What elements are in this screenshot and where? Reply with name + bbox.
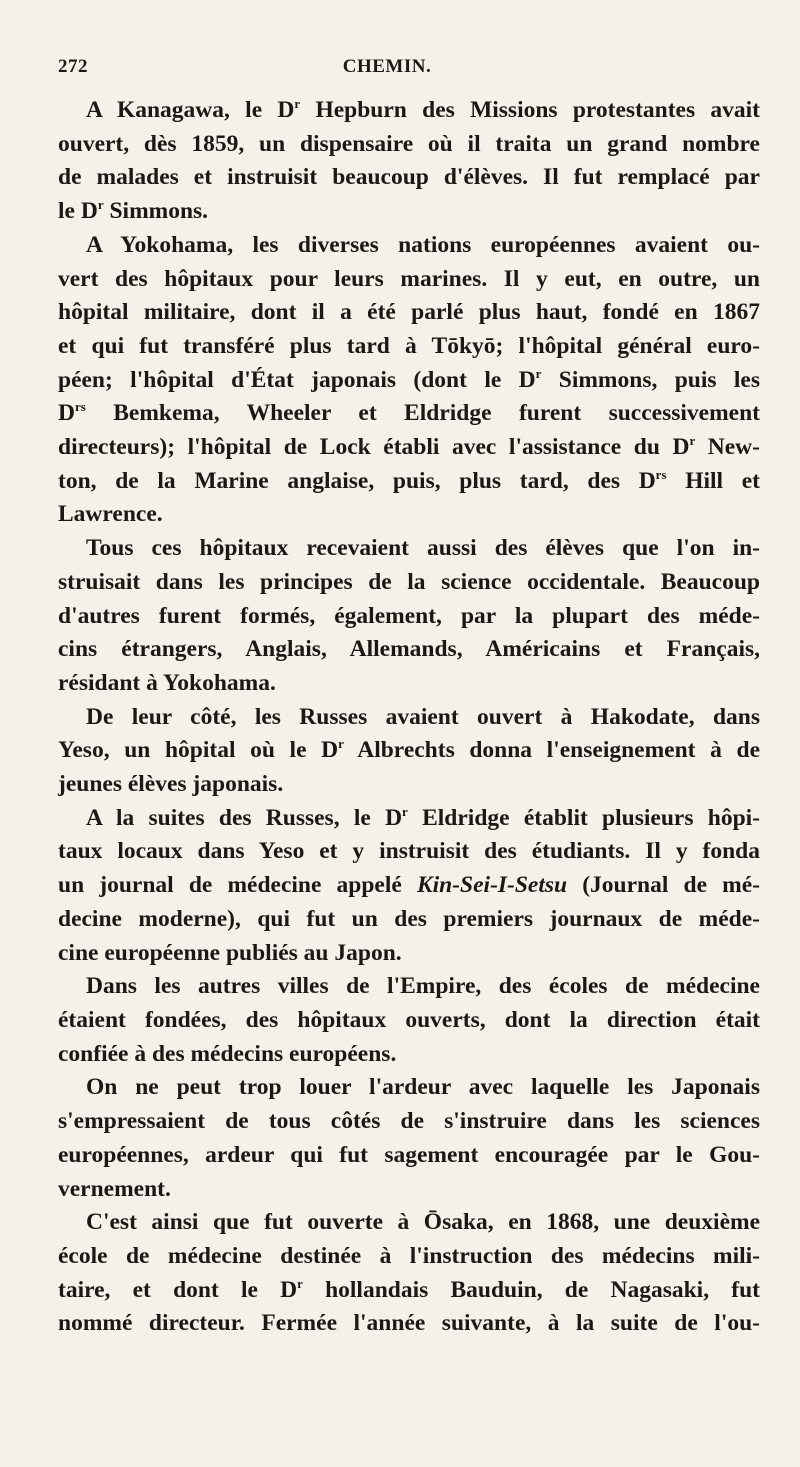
- text-line: Lawrence.: [58, 501, 163, 528]
- paragraph: [58, 802, 760, 971]
- text-line: un journal de médecine appelé Kin-Sei-I-Setsu (Journal de mé-: [58, 872, 760, 899]
- text-line: A Yokohama, les diverses nations européennes avaient ou-: [86, 231, 760, 258]
- text-line: Yeso, un hôpital où le $D^r$ Albrechts donna l'enseignement à de: [58, 736, 761, 764]
- paragraph: [58, 1071, 760, 1206]
- paragraph: [58, 701, 760, 802]
- text-line: résidant à Yokohama.: [58, 669, 276, 696]
- text-line: taire, et dont le $D^r$ hollandais Bauduin, de Nagasaki, fut: [58, 1275, 760, 1303]
- text-line: d'autres furent formés, également, par la plupart des méde-: [58, 602, 760, 629]
- text-line: C'est ainsi que fut ouverte à Ōsaka, en 1868, une deuxième: [86, 1209, 760, 1236]
- text-line: De leur côté, les Russes avaient ouvert à Hakodate, dans: [86, 703, 760, 730]
- body-text: [58, 94, 760, 1341]
- text-line: Tous ces hôpitaux recevaient aussi des élèves que l'on in-: [86, 535, 760, 562]
- paragraph: [58, 970, 760, 1071]
- text-line: étaient fondées, des hôpitaux ouverts, dont la direction était: [58, 1006, 760, 1033]
- text-line: On ne peut trop louer l'ardeur avec laquelle les Japonais: [86, 1074, 760, 1101]
- text-line: A Kanagawa, le $D^r$ Hepburn des Missions protestantes avait: [86, 96, 760, 123]
- running-head: CHEMIN.: [342, 56, 432, 77]
- text-line: jeunes élèves japonais.: [58, 771, 284, 798]
- text-line: vert des hôpitaux pour leurs marines. Il y eut, en outre, un: [58, 265, 760, 292]
- page-header: [58, 48, 760, 88]
- text-line: Dans les autres villes de l'Empire, des écoles de médecine: [86, 973, 760, 1000]
- text-line: hôpital militaire, dont il a été parlé plus haut, fondé en 1867: [58, 299, 760, 326]
- text-line: struisait dans les principes de la science occidentale. Beaucoup: [58, 568, 760, 595]
- text-line: vernement.: [58, 1175, 171, 1202]
- text-line: A la suites des Russes, le $D^r$ Eldridge établit plusieurs hôpi-: [86, 803, 760, 831]
- page-number: 272: [58, 56, 88, 77]
- text-line: ton, de la Marine anglaise, puis, plus tard, des $D^{rs}$ Hill et: [58, 466, 760, 494]
- text-line: taux locaux dans Yeso et y instruisit des étudiants. Il y fonda: [58, 838, 760, 865]
- text-line: péen; l'hôpital d'État japonais (dont le $D^r$ Simmons, puis les: [58, 365, 760, 393]
- text-line: $D^{rs}$ Bemkema, Wheeler et Eldridge furent successivement: [58, 399, 760, 427]
- paragraph: [58, 229, 760, 532]
- text-line: école de médecine destinée à l'instruction des médecins mili-: [58, 1242, 760, 1269]
- text-line: européennes, ardeur qui fut sagement encouragée par le Gou-: [58, 1141, 760, 1168]
- paragraph: [58, 532, 760, 701]
- paragraph: [58, 94, 760, 229]
- paragraph: [58, 1206, 760, 1341]
- text-line: s'empressaient de tous côtés de s'instruire dans les sciences: [58, 1108, 760, 1135]
- text-line: cins étrangers, Anglais, Allemands, Américains et Français,: [58, 636, 760, 663]
- text-line: confiée à des médecins européens.: [58, 1040, 397, 1067]
- text-line: ouvert, dès 1859, un dispensaire où il traita un grand nombre: [58, 130, 760, 157]
- text-line: decine moderne), qui fut un des premiers journaux de méde-: [58, 905, 760, 932]
- text-line: de malades et instruisit beaucoup d'élèves. Il fut remplacé par: [58, 164, 760, 191]
- text-line: nommé directeur. Fermée l'année suivante, à la suite de l'ou-: [58, 1310, 760, 1337]
- text-line: directeurs); l'hôpital de Lock établi avec l'assistance du $D^r$ New-: [58, 433, 760, 461]
- text-line: cine européenne publiés au Japon.: [58, 939, 402, 966]
- text-line: le $D^r$ Simmons.: [58, 197, 209, 225]
- text-line: et qui fut transféré plus tard à Tōkyō; l'hôpital général euro-: [58, 332, 760, 359]
